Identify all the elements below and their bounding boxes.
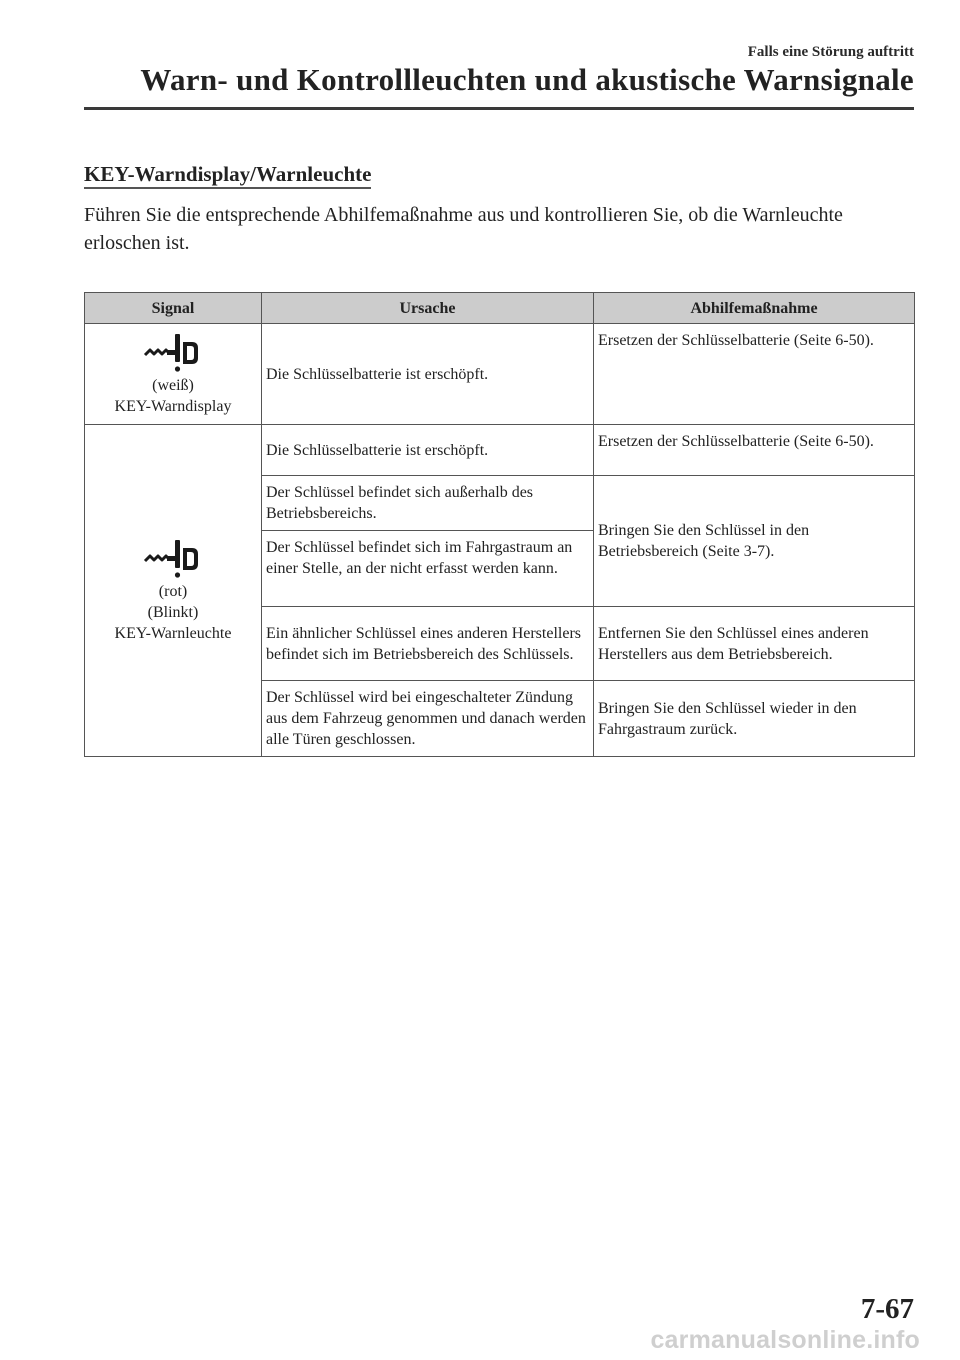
signal-name-label: KEY-Warnleuchte	[114, 625, 232, 642]
signal-table	[84, 292, 915, 757]
remedy-cell: Bringen Sie den Schlüssel wieder in den Fahrgastraum zurück.	[594, 681, 915, 757]
table-row	[85, 425, 915, 476]
watermark-text: carmanualsonline.info	[650, 1326, 920, 1354]
signal-color-label: (rot)	[158, 583, 188, 600]
key-warning-icon	[142, 331, 204, 373]
table-row	[85, 324, 915, 425]
signal-color-label: (weiß)	[152, 377, 194, 394]
signal-cell-red	[85, 425, 262, 757]
signal-cell-white	[85, 324, 262, 425]
remedy-cell: Bringen Sie den Schlüssel in den Betriebsbereich (Seite 3-7).	[594, 476, 915, 607]
page-number: 7-67	[860, 1293, 914, 1325]
chapter-title: Warn- und Kontrollleuchten und akustische Warnsignale	[140, 62, 914, 97]
table-header-row	[85, 293, 915, 324]
key-warning-icon	[142, 537, 204, 579]
section-heading: KEY-Warndisplay/Warnleuchte	[84, 162, 371, 189]
cause-cell: Der Schlüssel befindet sich außerhalb des Betriebsbereichs.	[262, 476, 594, 531]
signal-state-label: (Blinkt)	[147, 604, 199, 621]
section-kicker: Falls eine Störung auftritt	[747, 44, 914, 60]
remedy-cell: Entfernen Sie den Schlüssel eines anderen Herstellers aus dem Betriebsbereich.	[594, 607, 915, 681]
column-header-signal: Signal	[85, 293, 262, 324]
cause-cell: Die Schlüsselbatterie ist erschöpft.	[262, 324, 594, 425]
remedy-cell: Ersetzen der Schlüsselbatterie (Seite 6-50).	[594, 425, 915, 476]
cause-cell: Der Schlüssel befindet sich im Fahrgastraum an einer Stelle, an der nicht erfasst werden kann.	[262, 531, 594, 607]
cause-cell: Die Schlüsselbatterie ist erschöpft.	[262, 425, 594, 476]
cause-cell: Ein ähnlicher Schlüssel eines anderen Herstellers befindet sich im Betriebsbereich des Schlüssels.	[262, 607, 594, 681]
remedy-cell: Ersetzen der Schlüsselbatterie (Seite 6-50).	[594, 324, 915, 425]
column-header-cause: Ursache	[262, 293, 594, 324]
signal-name-label: KEY-Warndisplay	[114, 398, 232, 415]
cause-cell: Der Schlüssel wird bei eingeschalteter Zündung aus dem Fahrzeug genommen und danach werden alle Türen geschlossen.	[262, 681, 594, 757]
intro-paragraph: Führen Sie die entsprechende Abhilfemaßnahme aus und kontrollieren Sie, ob die Warnleuchte erloschen ist.	[84, 204, 843, 254]
column-header-remedy: Abhilfemaßnahme	[594, 293, 915, 324]
title-rule	[84, 107, 914, 110]
